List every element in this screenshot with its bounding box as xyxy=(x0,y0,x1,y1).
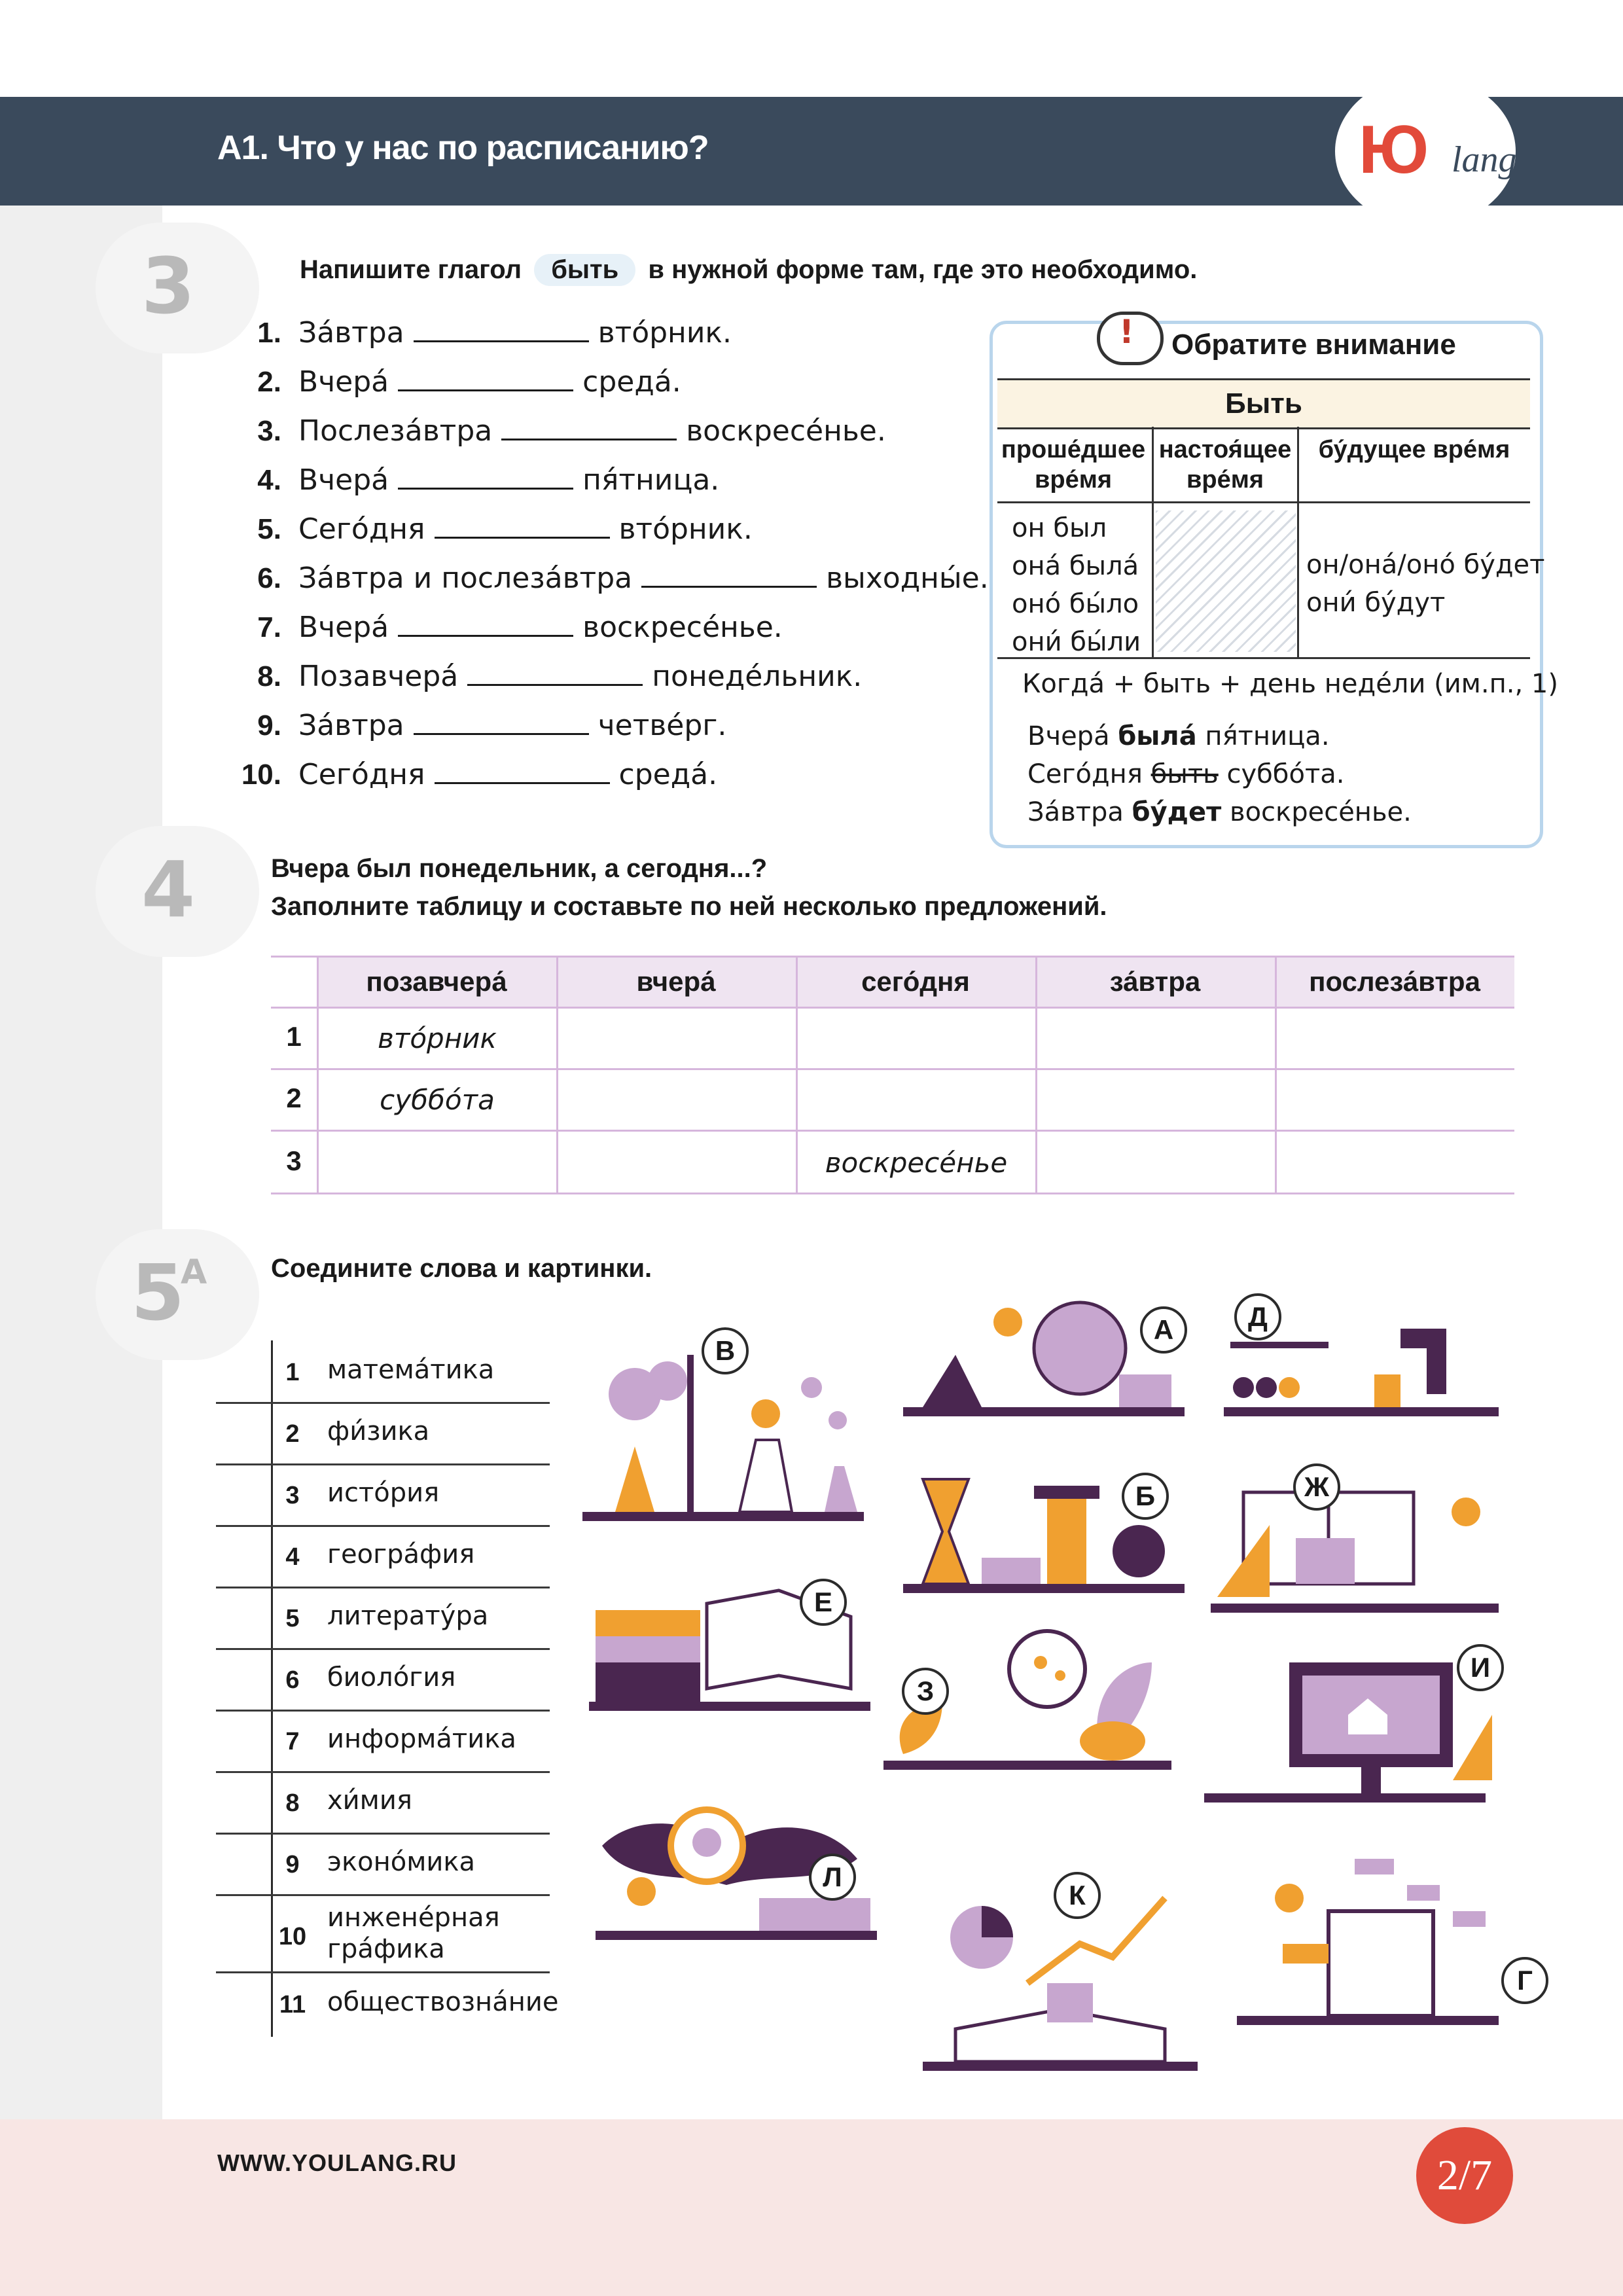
word-number: 8 xyxy=(285,1789,300,1817)
exercise-item: 10. Сего́дня среда́. xyxy=(241,758,718,791)
verb-highlight: быть xyxy=(534,254,635,286)
section-5-number: 5 xyxy=(131,1247,185,1338)
column-header: вчера́ xyxy=(636,966,716,997)
picture-letter-badge[interactable]: В xyxy=(702,1327,749,1374)
row-number: 1 xyxy=(286,1021,302,1052)
picture-letter-badge[interactable]: Л xyxy=(809,1854,856,1901)
logo-wordmark: lang xyxy=(1452,139,1517,180)
answer-blank[interactable] xyxy=(467,659,643,686)
word-label[interactable]: исто́рия xyxy=(327,1478,440,1508)
answer-blank[interactable] xyxy=(414,708,589,735)
word-number: 9 xyxy=(285,1851,300,1878)
present-tense-hatched-cell xyxy=(1156,511,1296,652)
exercise-item: 8. Позавчера́ понеде́льник. xyxy=(257,660,863,693)
answer-blank[interactable] xyxy=(398,610,573,637)
word-number: 3 xyxy=(285,1482,300,1509)
exercise-item: 3. Послеза́втра воскресе́нье. xyxy=(257,414,886,448)
page-number: 2/7 xyxy=(1416,2127,1513,2224)
word-label[interactable]: геогра́фия xyxy=(327,1539,475,1570)
table-divider xyxy=(1297,427,1299,657)
picture-letter-badge[interactable]: Б xyxy=(1122,1473,1169,1520)
column-header: послеза́втра xyxy=(1309,966,1480,997)
table-divider xyxy=(997,501,1530,503)
page-footer xyxy=(0,2119,1623,2296)
table-cell[interactable]: воскресе́нье xyxy=(825,1147,1008,1179)
note-rule: Когда́ + быть + день неде́ли (им.п., 1) xyxy=(1022,669,1558,699)
exercise-item: 6. За́втра и послеза́втра выходны́е. xyxy=(257,562,989,595)
row-number: 3 xyxy=(286,1145,302,1176)
past-forms: он был она́ была́ оно́ бы́ло они́ бы́ли xyxy=(1012,513,1141,657)
exercise-item: 2. Вчера́ среда́. xyxy=(257,365,681,399)
answer-blank[interactable] xyxy=(501,414,677,440)
section-4-instruction: Вчера был понедельник, а сегодня...? Заполните таблицу и составьте по ней несколько предложений. xyxy=(271,854,1107,921)
column-past-header: проше́дшее вре́мя xyxy=(1001,436,1146,493)
exercise-item: 7. Вчера́ воскресе́нье. xyxy=(257,611,783,644)
word-number: 4 xyxy=(285,1543,300,1571)
chemistry-illustration xyxy=(582,1355,864,1521)
future-forms: он/она́/оно́ бу́дет они́ бу́дут xyxy=(1306,550,1545,618)
subject-illustrations xyxy=(576,1296,1518,2075)
section-3-instruction xyxy=(300,254,1197,286)
picture-letter-badge[interactable]: Е xyxy=(800,1579,847,1626)
word-label[interactable]: хи́мия xyxy=(327,1785,412,1816)
table-divider xyxy=(1152,427,1154,657)
exercise-item: 5. Сего́дня вто́рник. xyxy=(257,512,753,546)
answer-blank[interactable] xyxy=(398,365,573,391)
word-number: 6 xyxy=(285,1666,300,1694)
exercise-item: 4. Вчера́ пя́тница. xyxy=(257,463,720,497)
word-number: 7 xyxy=(285,1728,300,1755)
answer-blank[interactable] xyxy=(435,512,610,539)
table-cell[interactable]: вто́рник xyxy=(378,1022,497,1054)
answer-blank[interactable] xyxy=(435,757,610,784)
row-number: 2 xyxy=(286,1083,302,1113)
logo-letter: Ю xyxy=(1359,112,1429,188)
informatics-illustration xyxy=(1204,1662,1492,1803)
word-number: 1 xyxy=(285,1359,300,1386)
column-header: сего́дня xyxy=(861,966,970,997)
section-4-number: 4 xyxy=(141,844,196,935)
word-label[interactable]: эконо́мика xyxy=(327,1847,476,1877)
word-label[interactable]: информа́тика xyxy=(327,1724,516,1754)
word-label[interactable]: биоло́гия xyxy=(327,1662,456,1693)
word-number: 2 xyxy=(285,1420,300,1448)
drawing-illustration xyxy=(1211,1492,1499,1613)
word-label[interactable]: литерату́ра xyxy=(327,1601,489,1631)
column-header: за́втра xyxy=(1109,966,1201,997)
picture-letter-badge[interactable]: З xyxy=(902,1668,949,1715)
word-number: 5 xyxy=(285,1605,300,1632)
word-label[interactable]: обществозна́ние xyxy=(327,1987,559,2017)
column-header: позавчера́ xyxy=(366,966,507,997)
word-number: 11 xyxy=(279,1991,306,2018)
left-margin-strip xyxy=(0,204,162,2122)
exercise-item: 1. За́втра вто́рник. xyxy=(257,316,732,350)
word-number: 10 xyxy=(278,1923,307,1950)
section-5-instruction: Соедините слова и картинки. xyxy=(271,1254,652,1283)
exercise-item: 9. За́втра четве́рг. xyxy=(257,709,727,742)
answer-blank[interactable] xyxy=(414,315,589,342)
picture-letter-badge[interactable]: А xyxy=(1140,1306,1187,1354)
column-future-header: бу́дущее вре́мя xyxy=(1318,436,1510,463)
table-border xyxy=(271,1193,1514,1194)
word-label[interactable]: инжене́рная гра́фика xyxy=(327,1903,500,1964)
section-3-number: 3 xyxy=(141,241,196,331)
economics-illustration xyxy=(923,1898,1198,2071)
exclamation-icon: ! xyxy=(1119,313,1134,351)
table-border xyxy=(271,1068,1514,1070)
table-border xyxy=(271,1007,1514,1009)
picture-letter-badge[interactable]: Д xyxy=(1234,1293,1281,1340)
answer-blank[interactable] xyxy=(398,463,573,490)
page-title: А1. Что у нас по расписанию? xyxy=(217,129,709,167)
table-cell[interactable]: суббо́та xyxy=(380,1084,495,1116)
instruction-text-before: Напишите глагол xyxy=(300,255,522,284)
engineering-illustration xyxy=(1237,1859,1499,2025)
picture-letter-badge[interactable]: Ж xyxy=(1293,1463,1340,1511)
physics-illustration xyxy=(1224,1329,1499,1416)
note-examples: Вчера́ была́ пя́тница. Сего́дня быть суббо́та. За́втра бу́дет воскресе́нье. xyxy=(1027,721,1412,827)
note-title: Обратите внимание xyxy=(1171,329,1456,361)
note-table-title: Быть xyxy=(997,378,1530,429)
picture-letter-badge[interactable]: К xyxy=(1054,1872,1101,1919)
word-label[interactable]: фи́зика xyxy=(327,1416,430,1446)
table-border xyxy=(271,1130,1514,1132)
word-label[interactable]: матема́тика xyxy=(327,1355,495,1385)
picture-letter-badge[interactable]: Г xyxy=(1501,1957,1548,2004)
instruction-text-after: в нужной форме там, где это необходимо. xyxy=(648,255,1198,284)
website-link[interactable]: WWW.YOULANG.RU xyxy=(217,2149,457,2176)
section-5-suffix: А xyxy=(181,1253,207,1292)
column-present-header: настоя́щее вре́мя xyxy=(1158,436,1292,493)
picture-letter-badge[interactable]: И xyxy=(1457,1644,1504,1691)
answer-blank[interactable] xyxy=(641,561,817,588)
